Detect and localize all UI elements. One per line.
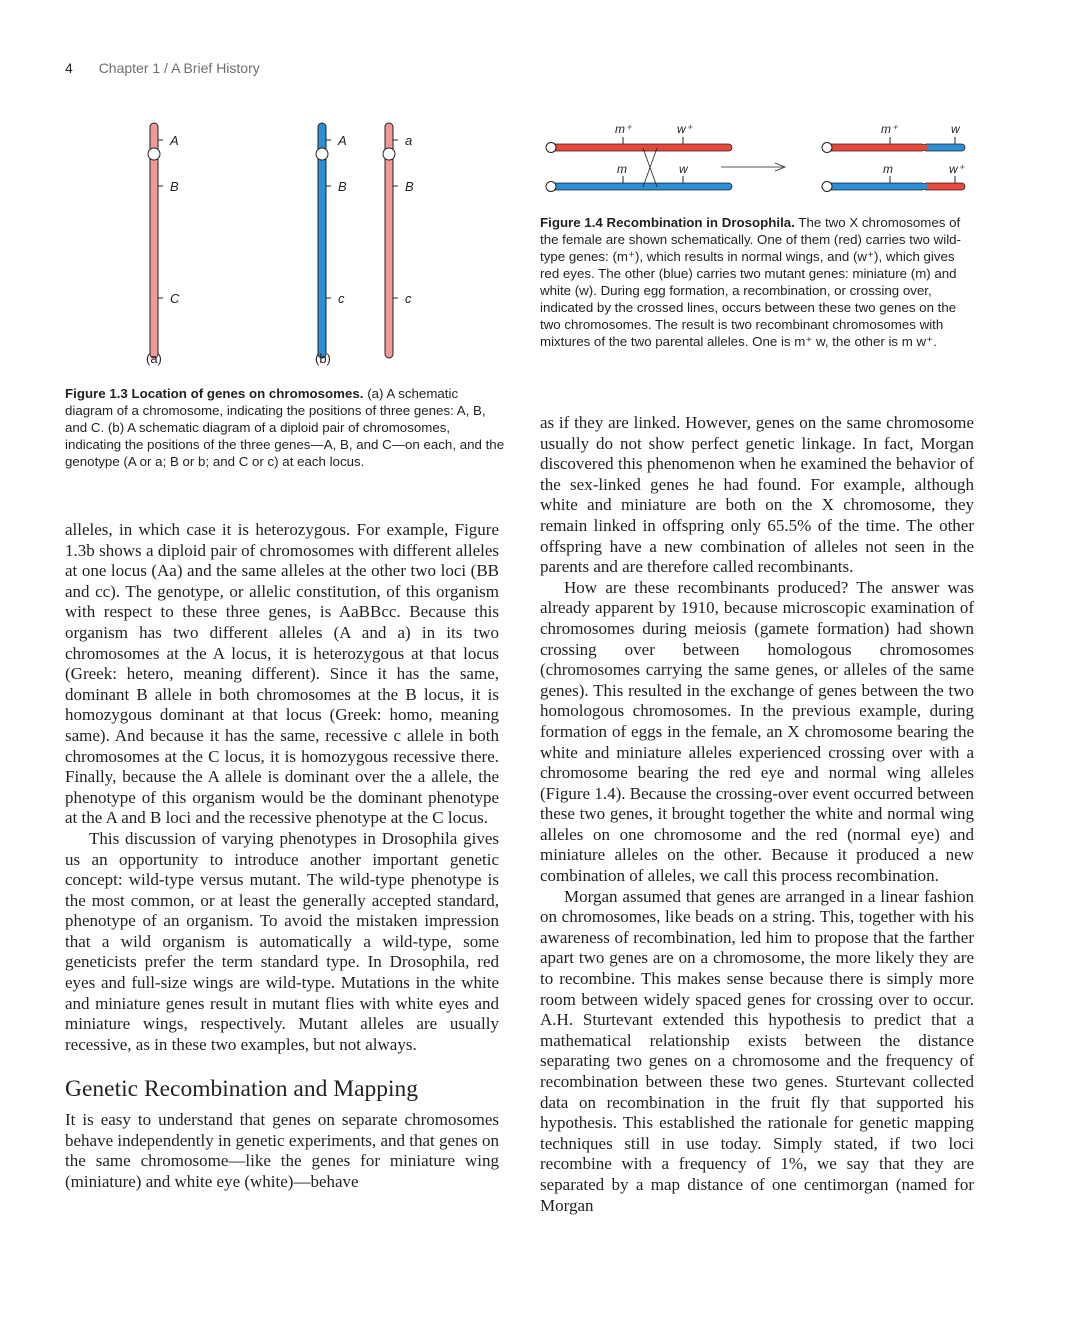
recombinant-chromosomes bbox=[822, 122, 966, 192]
allele-label: m⁺ bbox=[615, 122, 632, 136]
page-number: 4 bbox=[65, 60, 73, 76]
figure-1-3-diagram bbox=[130, 118, 460, 380]
allele-label: m bbox=[883, 162, 893, 176]
running-head: Chapter 1 / A Brief History bbox=[98, 60, 260, 76]
chromosome-b-red bbox=[383, 123, 414, 358]
locus-label: B bbox=[405, 179, 414, 194]
panel-b-label: (b) bbox=[315, 351, 331, 366]
right-column bbox=[540, 413, 974, 1216]
allele-label: w bbox=[679, 162, 688, 176]
body-paragraph: This discussion of varying phenotypes in Drosophila gives us an opportunity to introduce another important genetic concept: wild-type versus mutant. The wild-type phenotype is the most common, or at least the generally accepted standard, phenotype of an organism. To avoid the mistaken impression that a wild organism is automatically a wild-type, some geneticists prefer the term standard type. In Drosophila, red eyes and full-size wings are wild-type. Mutations in the white and miniature genes result in mutant flies with white eyes and miniature wings, respectively. Mutant alleles are usually recessive, as in these two examples, but not always. bbox=[65, 828, 499, 1054]
body-paragraph: alleles, in which case it is heterozygous. For example, Figure 1.3b shows a diploid pair of chromosomes with different alleles at one locus (Aa) and the same alleles at the other two loci (BB and cc). The genotype, or allelic constitution, of this organism with respect to these three genes, is AaBBcc. Because this organism has two different alleles (A and a) in its two chromosomes at the A locus, it is heterozygous at that locus (Greek: hetero, meaning different). Since it has the same, dominant B allele in both chromosomes at the B locus, it is homozygous dominant at that locus (Greek: homo, meaning same). And because it has the same, recessive c allele in both chromosomes at the C locus, it is homozygous recessive there. Finally, because the A allele is dominant over the a allele, the phenotype of this organism would be the dominant phenotype at the A and B loci and the recessive phenotype at the C locus. bbox=[65, 520, 499, 828]
section-heading: Genetic Recombination and Mapping bbox=[65, 1076, 419, 1103]
parental-chromosomes bbox=[546, 122, 732, 192]
panel-a-label: (a) bbox=[146, 351, 162, 366]
locus-label: a bbox=[405, 133, 413, 148]
caption-body: (a) A schematic diagram of a chromosome, indicating the positions of three genes: A, B, and C. (b) A schematic diagram of a diploid pair of chromosomes, indicating the positions of the three genes—A, B, and C—on each, and the genotype (A or a; B or b; and C or c) at each locus. bbox=[65, 386, 505, 469]
body-paragraph: It is easy to understand that genes on separate chromosomes behave independently in genetic experiments, and that genes on the same chromosome—like the genes for miniature wing (miniature) and white eye (white)—behave bbox=[65, 1110, 499, 1191]
chromosome-b-blue bbox=[316, 123, 347, 358]
running-header bbox=[65, 60, 260, 76]
locus-label: A bbox=[170, 133, 179, 148]
body-paragraph: as if they are linked. However, genes on the same chromosome usually do not show perfect genetic linkage. In fact, Morgan discovered this phenomenon when he examined the behavior of the sex-linked genes he had found. For example, although white and miniature are both on the X chromosome, they remain linked in offspring only 65.5% of the time. The other offspring have a new combination of alleles not seen in the parents and are therefore called recombinants. bbox=[540, 413, 974, 577]
allele-label: m bbox=[617, 162, 627, 176]
body-paragraph: Morgan assumed that genes are arranged in a linear fashion on chromosomes, like beads on a string. This, together with his awareness of recombination, led him to propose that the farther apart two genes are on a chromosome, the more likely they are to recombine. This makes sense because there is simply more room between widely spaced genes for crossing over to occur. A.H. Sturtevant extended this hypothesis to predict that a mathematical relationship exists between the distance separating two genes on a chromosome and the frequency of recombination between these two genes. Sturtevant collected data on recombination in the fruit fly that supported his hypothesis. This established the rationale for genetic mapping techniques still in use today. Simply stated, if two loci recombine with a frequency of 1%, we say that they are separated by a map distance of one centimorgan (named for Morgan bbox=[540, 886, 974, 1215]
locus-label: c bbox=[338, 291, 345, 306]
caption-title: Figure 1.4 Recombination in Drosophila. bbox=[540, 215, 795, 230]
locus-label: B bbox=[338, 179, 347, 194]
locus-label: A bbox=[338, 133, 347, 148]
body-paragraph: How are these recombinants produced? The answer was already apparent by 1910, because microscopic examination of chromosomes during meiosis (gamete formation) had shown crossing over between homologous chromosomes (chromosomes carrying the same genes, or alleles of the same genes). This resulted in the exchange of genes between the two homologous chromosomes. In the previous example, during formation of eggs in the female, an X chromosome bearing the white and miniature alleles experienced crossing over with a chromosome bearing the red eye and normal wing alleles (Figure 1.4). Because the crossing-over event occurred between these two genes, it brought together the white and normal wing alleles on one chromosome and the red (normal eye) and miniature alleles on the other. Because it produced a new combination of alleles, we call this process recombination. bbox=[540, 577, 974, 886]
figure-1-4-diagram bbox=[535, 118, 995, 208]
arrow-icon bbox=[721, 163, 785, 171]
caption-title: Figure 1.3 Location of genes on chromosomes. bbox=[65, 386, 364, 401]
left-column bbox=[65, 520, 499, 1192]
locus-label: c bbox=[405, 291, 412, 306]
figure-1-3-caption bbox=[65, 385, 505, 470]
locus-label: C bbox=[170, 291, 180, 306]
allele-label: m⁺ bbox=[881, 122, 898, 136]
allele-label: w⁺ bbox=[677, 122, 692, 136]
caption-body: The two X chromosomes of the female are shown schematically. One of them (red) carries two wild-type genes: (m⁺), which results in normal wings, and (w⁺), which gives red eyes. The other (blue) carries two mutant genes: miniature (m) and white (w). During egg formation, a recombination, or crossing over, indicated by the crossed lines, occurs between these two genes on the two chromosomes. The result is two recombinant chromosomes with mixtures of the two parental alleles. One is m⁺ w, the other is m w⁺. bbox=[540, 215, 961, 349]
chromosome-a bbox=[148, 123, 180, 358]
figure-1-4-caption bbox=[540, 214, 970, 350]
allele-label: w bbox=[951, 122, 960, 136]
locus-label: B bbox=[170, 179, 179, 194]
allele-label: w⁺ bbox=[949, 162, 964, 176]
